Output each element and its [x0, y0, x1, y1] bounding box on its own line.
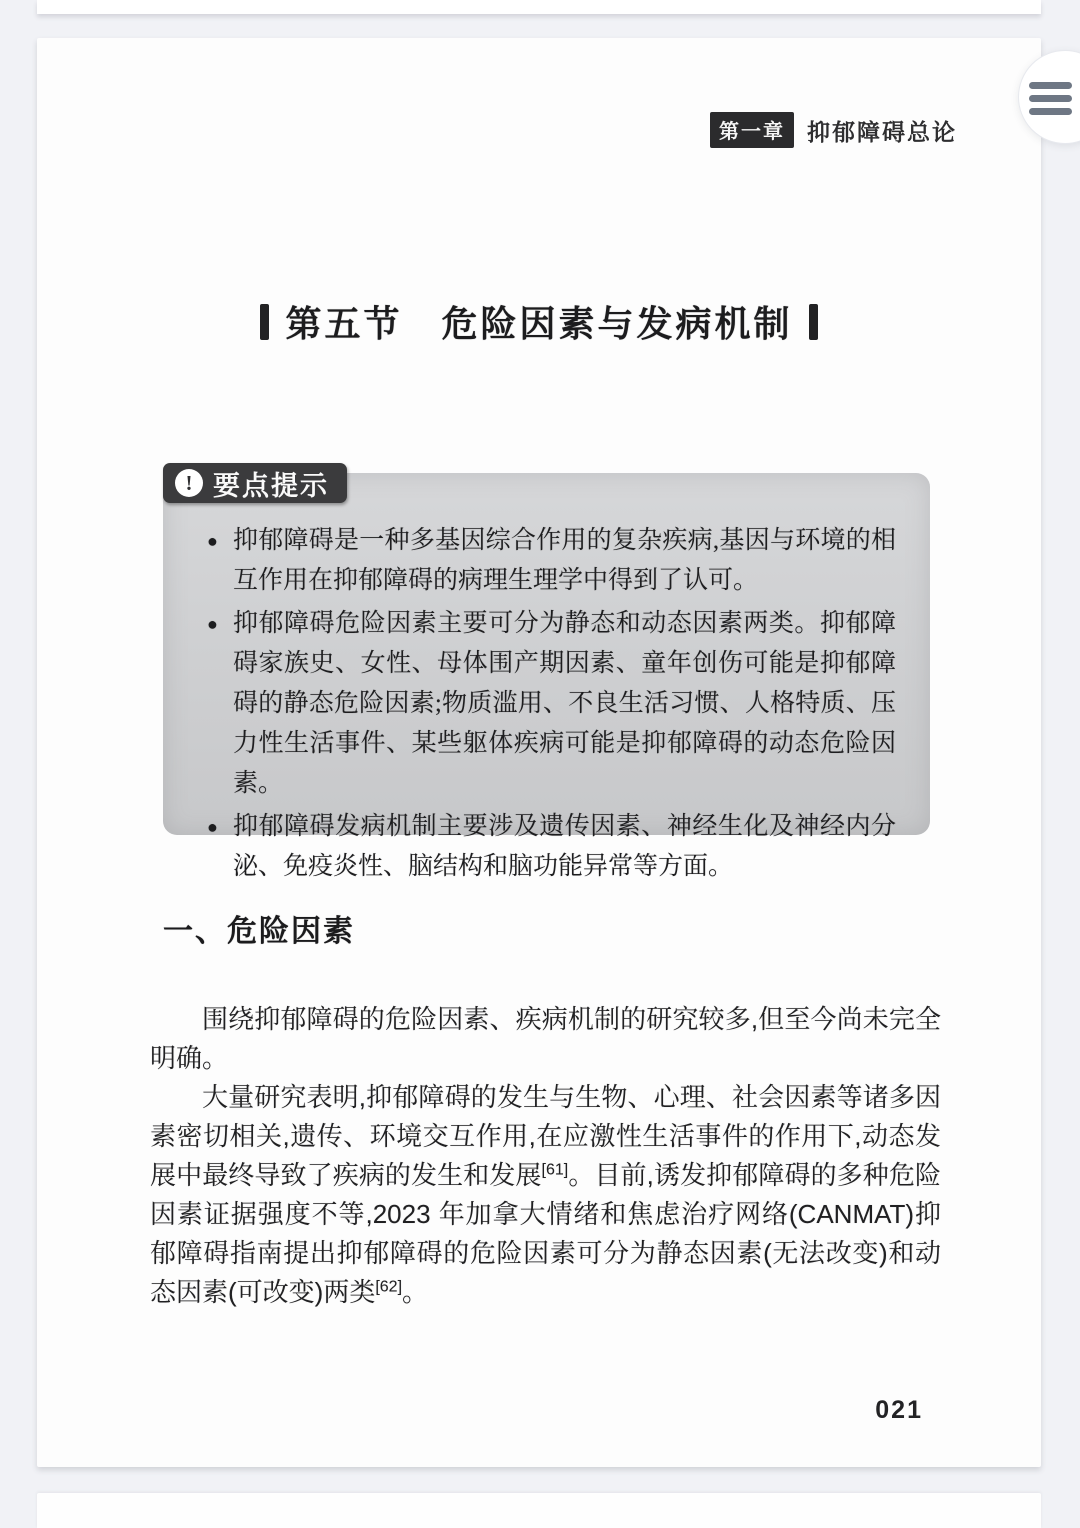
title-decor-bar-left-icon [260, 304, 269, 340]
next-page-card [37, 1493, 1041, 1528]
citation-ref: [61] [541, 1161, 569, 1179]
section-title [37, 296, 1041, 347]
book-page [37, 38, 1041, 1467]
keypoints-badge-label: 要点提示 [213, 470, 329, 501]
body-text [150, 1000, 941, 1312]
keypoint-text: 抑郁障碍是一种多基因综合作用的复杂疾病,基因与环境的相互作用在抑郁障碍的病理生理学中得到了认可。 [233, 527, 896, 594]
chapter-title: 抑郁障碍总论 [807, 118, 957, 145]
title-decor-bar-right-icon [809, 304, 818, 340]
keypoint-item [207, 807, 896, 887]
section-title-text: 第五节 危险因素与发病机制 [285, 303, 793, 344]
keypoint-item [207, 604, 896, 804]
bullet-icon: ● [207, 614, 218, 634]
paragraph-text: 。目前,诱发抑郁障碍的多种危险因素证据强度不等,2023 年加拿大情绪和焦虑治疗网络(CANMAT)抑郁障碍指南提出抑郁障碍的危险因素可分为静态因素(无法改变)和动态因素(可改变)两类 [150, 1160, 941, 1307]
page-number: 021 [875, 1396, 923, 1424]
exclamation-circle-icon: ! [175, 469, 203, 497]
section-heading: 一、危险因素 [163, 915, 355, 948]
hamburger-menu-icon [1029, 82, 1072, 89]
hamburger-menu-icon [1029, 95, 1072, 102]
citation-ref: [62] [375, 1278, 403, 1296]
keypoint-text: 抑郁障碍发病机制主要涉及遗传因素、神经生化及神经内分泌、免疫炎性、脑结构和脑功能异常等方面。 [233, 813, 896, 880]
paragraph-text: 大量研究表明,抑郁障碍的发生与生物、心理、社会因素等诸多因素密切相关,遗传、环境交互作用,在应激性生活事件的作用下,动态发展中最终导致了疾病的发生和发展 [150, 1082, 941, 1190]
keypoints-badge [163, 463, 347, 503]
keypoint-item [207, 521, 896, 601]
paragraph [150, 1078, 941, 1312]
bullet-icon: ● [207, 531, 218, 551]
chapter-badge: 第一章 [710, 112, 794, 148]
keypoint-text: 抑郁障碍危险因素主要可分为静态和动态因素两类。抑郁障碍家族史、女性、母体围产期因素、童年创伤可能是抑郁障碍的静态危险因素;物质滥用、不良生活习惯、人格特质、压力性生活事件、某些躯体疾病可能是抑郁障碍的动态危险因素。 [233, 610, 896, 797]
bullet-icon: ● [207, 817, 218, 837]
hamburger-menu-icon [1029, 108, 1072, 115]
previous-page-card [37, 0, 1041, 14]
paragraph: 围绕抑郁障碍的危险因素、疾病机制的研究较多,但至今尚未完全明确。 [150, 1004, 941, 1073]
keypoints-list [163, 473, 930, 887]
running-header [710, 112, 957, 148]
keypoints-box [163, 470, 930, 880]
paragraph-text: 。 [402, 1277, 429, 1307]
